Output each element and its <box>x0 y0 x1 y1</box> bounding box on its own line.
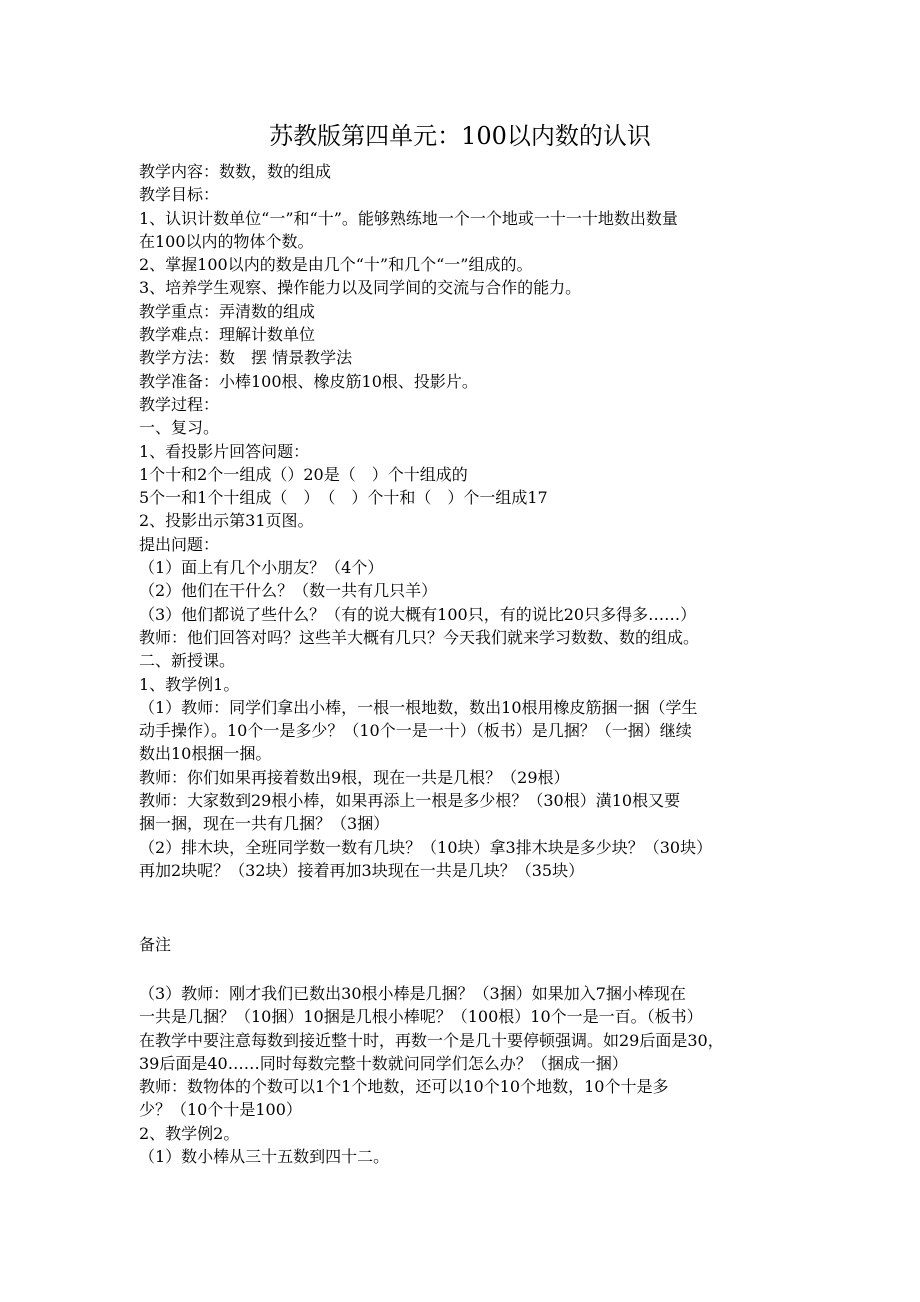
text-line: （3）他们都说了些什么？（有的说大概有100只，有的说比20只多得多……） <box>139 604 697 624</box>
text-line: 教学过程： <box>139 394 220 414</box>
text-line: （1）数小棒从三十五数到四十二。 <box>139 1147 390 1167</box>
text-line: 数出10根捆一捆。 <box>139 744 272 764</box>
text-line: 教师：你们如果再接着数出9根，现在一共是几根？（29根） <box>139 767 570 787</box>
text-line: 1、教学例1。 <box>139 674 240 694</box>
document-body <box>139 160 789 882</box>
note-label: 备注 <box>139 935 172 954</box>
document-body-continued <box>139 982 789 1168</box>
text-line: 教学重点：弄清数的组成 <box>139 301 316 321</box>
text-line: 39后面是40……同时每数完整十数就问同学们怎么办？（捆成一捆） <box>139 1053 628 1073</box>
text-line: 少？（10个十是100） <box>139 1100 302 1120</box>
text-line: 教师：他们回答对吗？这些羊大概有几只？今天我们就来学习数数、数的组成。 <box>139 627 700 647</box>
text-line: 1、看投影片回答问题： <box>139 441 310 461</box>
document-title: 苏教版第四单元：100以内数的认识 <box>269 122 651 150</box>
text-line: 教学方法：数 摆 情景教学法 <box>139 348 353 368</box>
text-line: （1）教师：同学们拿出小棒，一根一根地数，数出10根用橡皮筋捆一捆（学生 <box>139 697 698 717</box>
text-line: 3、培养学生观察、操作能力以及同学间的交流与合作的能力。 <box>139 278 582 298</box>
text-line: 在教学中要注意每数到接近整十时，再数一个是几十要停顿强调。如29后面是30， <box>139 1030 724 1050</box>
text-line: 动手操作）。10个一是多少？（10个一是一十）（板书）是几捆？（一捆）继续 <box>139 721 692 741</box>
text-line: 教学内容：数数，数的组成 <box>139 162 332 181</box>
text-line: 教学准备：小棒100根、橡皮筋10根、投影片。 <box>139 371 478 391</box>
text-line: （2）他们在干什么？（数一共有几只羊） <box>139 581 438 601</box>
text-line: 教学目标： <box>139 185 220 205</box>
text-line: （3）教师：刚才我们已数出30根小棒是几捆？（3捆）如果加入7捆小棒现在 <box>139 984 686 1003</box>
text-line: 一共是几捆？（10捆）10捆是几根小棒呢？（100根）10个一是一百。（板书） <box>139 1007 703 1027</box>
text-line: 1个十和2个一组成（）20是（ ）个十组成的 <box>139 464 468 484</box>
text-line: 再加2块呢？（32块）接着再加3块现在一共是几块？（35块） <box>139 860 585 880</box>
text-line: 1、认识计数单位“一”和“十”。能够熟练地一个一个地或一十一十地数出数量 <box>139 208 678 228</box>
text-line: 一、复习。 <box>139 418 220 438</box>
text-line: 2、掌握100以内的数是由几个“十”和几个“一”组成的。 <box>139 255 533 275</box>
text-line: 捆一捆，现在一共有几捆？（3捆） <box>139 814 390 834</box>
text-line: 在100以内的物体个数。 <box>139 231 314 251</box>
text-line: 教师：数物体的个数可以1个1个地数，还可以10个10个地数，10个十是多 <box>139 1077 669 1097</box>
text-line: （2）排木块，全班同学数一数有几块？（10块）拿3排木块是多少块？（30块） <box>139 837 713 857</box>
text-line: 5个一和1个十组成（ ） （ ）个十和（ ）个一组成17 <box>139 488 548 508</box>
text-line: 教师：大家数到29根小棒，如果再添上一根是多少根？（30根）潢10根又要 <box>139 791 681 811</box>
text-line: （1）面上有几个小朋友？（4个） <box>139 558 384 578</box>
text-line: 2、投影出示第31页图。 <box>139 511 314 531</box>
text-line: 教学难点：理解计数单位 <box>139 325 316 345</box>
text-line: 二、新授课。 <box>139 651 236 671</box>
text-line: 提出问题： <box>139 534 220 554</box>
text-line: 2、教学例2。 <box>139 1123 240 1143</box>
